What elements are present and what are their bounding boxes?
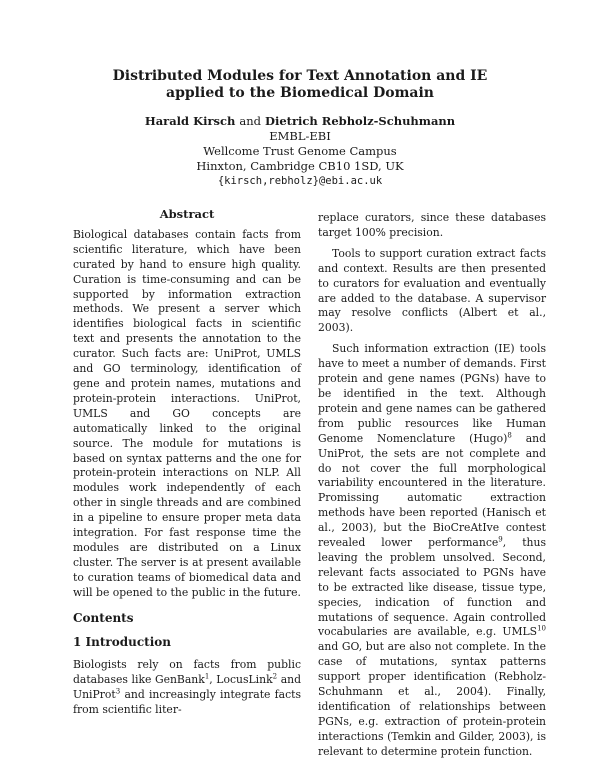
intro-text-b: , LocusLink <box>209 673 273 687</box>
affiliation-3: Hinxton, Cambridge CB10 1SD, UK <box>196 159 404 173</box>
intro-text-d: and increasingly integrate facts from scientific liter- <box>73 688 301 717</box>
right-text-c: , thus leaving the problem unsolved. Second, relevant facts associated to PGNs have to be extracted like disease, tissue type, species, indication of function and mutations of sequence. Again controlled vocabularies are available, e.g. UMLS <box>318 536 546 639</box>
right-text-d: and GO, but are also not complete. In the case of mutations, syntax patterns support proper identification (Rebholz-Schuhmann et al., 2004). Finally, identification of relationships between PGNs, e.g. extraction of protein-protein interactions (Temkin and Gilder, 2003), is relevant to determine protein function. <box>318 640 546 758</box>
abstract-heading: Abstract <box>159 207 215 221</box>
footnote-ref: 9 <box>498 535 503 544</box>
right-paragraph-1: replace curators, since these databases target 100% precision. <box>318 211 546 239</box>
intro-text-c: and UniProt <box>73 673 302 702</box>
footnote-ref: 1 <box>204 672 210 681</box>
title-line-1: Distributed Modules for Text Annotation and IE <box>112 68 488 84</box>
title-line-2: applied to the Biomedical Domain <box>166 85 434 101</box>
author-names <box>0 114 600 129</box>
right-paragraph-3 <box>318 342 546 759</box>
right-paragraph-2: Tools to support curation extract facts and context. Results are then presented to curators for evaluation and eventually are added to the database. A supervisor may resolve conflicts (Albert et al., 2003). <box>318 246 546 335</box>
affiliation-2: Wellcome Trust Genome Campus <box>203 144 397 158</box>
author-block <box>0 114 600 189</box>
abstract-text: Biological databases contain facts from scientific literature, which have been curated by hand to ensure high quality. Curation is time-consuming and can be supported by information extraction methods. We present a server which identifies biological facts in scientific text and presents the annotation to the curator. Such facts are: UniProt, UMLS and GO terminology, identification of gene and protein names, mutations and protein-protein interactions. UniProt, UMLS and GO concepts are automatically linked to the original source. The module for mutations is based on syntax patterns and the one for protein-protein interactions on NLP. All modules work independently of each other in single threads and are combined in a pipeline to ensure proper meta data integration. For fast response time the modules are distributed on a Linux cluster. The server is at present available to curation teams of biomedical data and will be opened to the public in the future. <box>73 227 301 599</box>
introduction-heading: 1 Introduction <box>73 635 171 650</box>
introduction-paragraph <box>73 658 301 718</box>
right-column <box>318 211 546 766</box>
footnote-ref: 3 <box>115 687 121 696</box>
contents-heading: Contents <box>73 610 134 625</box>
right-text-a: Such information extraction (IE) tools have to meet a number of demands. First protein and gene names (PGNs) have to be identified in the text. Although protein and gene names can be gathered from public resources like Human Genome Nomenclature (Hugo) <box>318 342 546 445</box>
author-1: Harald Kirsch <box>144 114 236 128</box>
footnote-ref: 8 <box>507 431 512 440</box>
right-text-b: and UniProt, the sets are not complete and do not cover the full morphological variability encountered in the literature. Promissing automatic extraction methods have been reported (Hanisch et al., 2003), but the BioCreAtIve contest revealed lower performance <box>318 431 546 550</box>
footnote-ref: 2 <box>272 672 278 681</box>
author-2: Dietrich Rebholz-Schuhmann <box>265 114 456 128</box>
author-and: and <box>239 114 261 128</box>
author-email: {kirsch,rebholz}@ebi.ac.uk <box>217 175 383 187</box>
left-column <box>73 207 301 724</box>
paper-title <box>0 68 600 102</box>
intro-text-a: Biologists rely on facts from public databases like GenBank <box>73 658 301 687</box>
footnote-ref: 10 <box>537 624 546 633</box>
affiliation-1: EMBL-EBI <box>269 129 331 143</box>
